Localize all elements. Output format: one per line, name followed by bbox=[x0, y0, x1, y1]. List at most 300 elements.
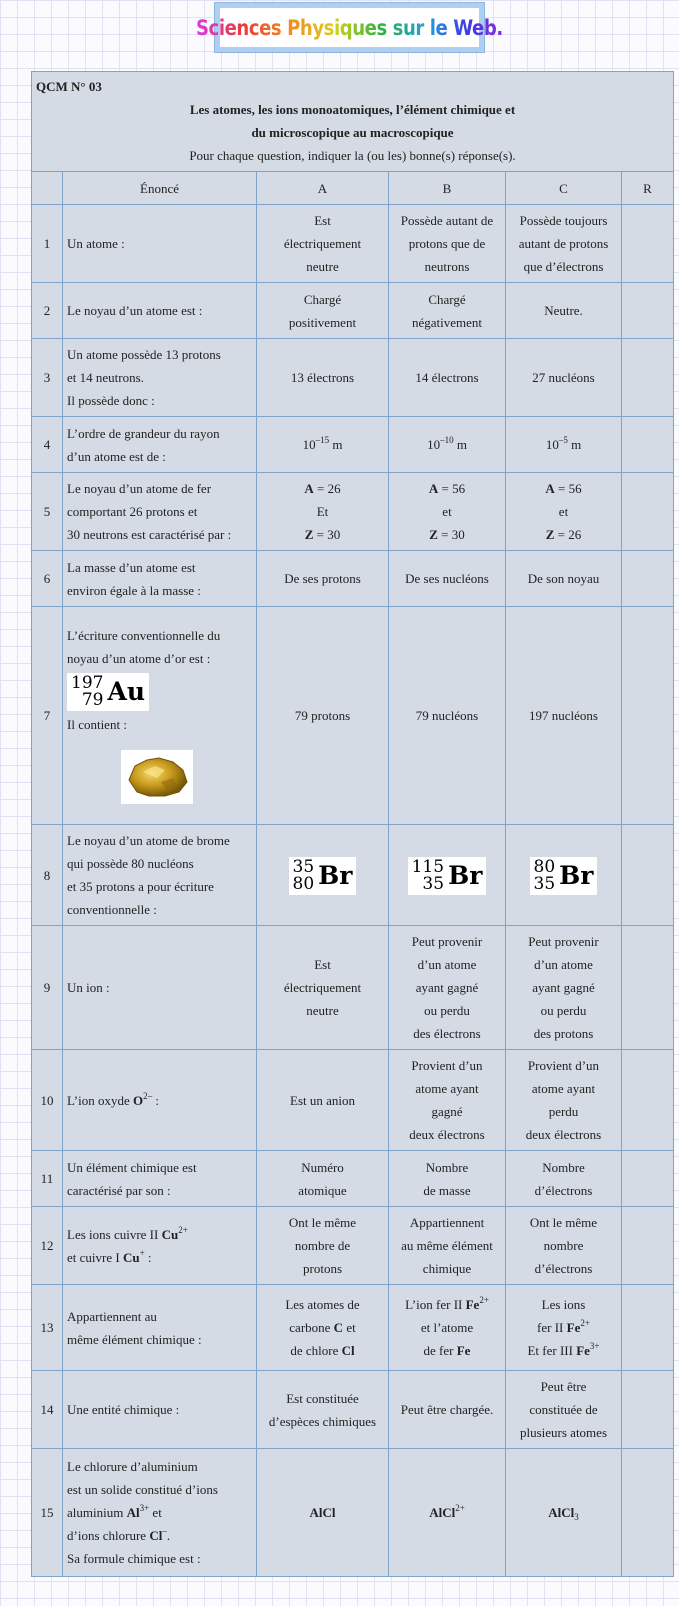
qcm-title-line1: Les atomes, les ions monoatomiques, l’élément chimique et bbox=[189, 102, 516, 117]
answer-c[interactable] bbox=[506, 417, 622, 473]
answer-line: protons bbox=[303, 1261, 342, 1276]
answer-line bbox=[393, 477, 501, 500]
answer-line: nombre bbox=[543, 1238, 584, 1253]
mass-number-symbol: A bbox=[545, 481, 555, 496]
answer-c[interactable]: De son noyau bbox=[506, 551, 622, 607]
site-title: Sciences Physiques sur le Web. bbox=[196, 15, 503, 40]
stem-line: Il possède donc : bbox=[67, 393, 155, 408]
answer-text: L’ion fer II bbox=[405, 1297, 466, 1312]
formula: Cl bbox=[341, 1343, 355, 1358]
question-row-10 bbox=[32, 1050, 674, 1151]
atomic-number-symbol: Z bbox=[429, 527, 438, 542]
answer-line: d’espèces chimiques bbox=[268, 1413, 377, 1429]
charge: 2+ bbox=[178, 1224, 188, 1235]
question-stem bbox=[63, 1449, 257, 1577]
stem-line: La masse d’un atome est bbox=[67, 559, 196, 575]
top-number: 115 bbox=[411, 856, 445, 877]
answer-a[interactable]: De ses protons bbox=[257, 551, 389, 607]
stem-line: 30 neutrons est caractérisé par : bbox=[67, 527, 232, 542]
power-base: 10 bbox=[545, 437, 559, 452]
question-number: 2 bbox=[32, 283, 63, 339]
atomic-number-value: = 30 bbox=[437, 527, 465, 542]
nuclide-image bbox=[530, 857, 598, 895]
answer-line: Peut provenir bbox=[411, 934, 483, 949]
formula: O bbox=[132, 1092, 144, 1108]
formula: Al bbox=[126, 1505, 140, 1520]
question-number: 5 bbox=[32, 473, 63, 551]
site-banner-inner bbox=[196, 8, 503, 47]
answer-a[interactable] bbox=[257, 417, 389, 473]
answer-line: chimique bbox=[422, 1261, 472, 1276]
answer-line: d’électrons bbox=[534, 1261, 593, 1276]
answer-line: et bbox=[558, 504, 569, 519]
answer-line: positivement bbox=[288, 314, 357, 330]
answer-b[interactable] bbox=[389, 926, 506, 1050]
answer-a[interactable] bbox=[257, 1151, 389, 1207]
question-number: 1 bbox=[32, 205, 63, 283]
bottom-number: 80 bbox=[292, 873, 315, 894]
answer-line: Provient d’un bbox=[527, 1058, 600, 1073]
answer-a[interactable]: 79 protons bbox=[257, 607, 389, 825]
column-header-row bbox=[32, 172, 674, 205]
response-cell[interactable] bbox=[622, 1050, 674, 1151]
nuclide-numbers bbox=[71, 672, 104, 710]
answer-line: Chargé bbox=[428, 291, 466, 307]
formula: Fe bbox=[465, 1297, 480, 1312]
bottom-number: 35 bbox=[533, 873, 556, 894]
answer-a[interactable] bbox=[257, 825, 389, 926]
answer-line: gagné bbox=[431, 1104, 463, 1119]
response-cell[interactable] bbox=[622, 1371, 674, 1449]
charge: 2+ bbox=[580, 1318, 590, 1328]
answer-text: et bbox=[343, 1320, 356, 1335]
answer-line: Numéro bbox=[301, 1159, 344, 1175]
gold-nuclide-notation bbox=[67, 672, 252, 711]
formula: Fe bbox=[456, 1343, 471, 1358]
column-header-c: C bbox=[506, 172, 622, 205]
answer-line: d’un atome bbox=[534, 957, 593, 972]
answer-c[interactable]: 197 nucléons bbox=[506, 607, 622, 825]
answer-line: des protons bbox=[533, 1026, 594, 1041]
answer-line: autant de protons bbox=[518, 236, 609, 251]
answer-line: Provient d’un bbox=[411, 1058, 483, 1073]
top-number: 80 bbox=[533, 856, 556, 877]
answer-line: et l’atome bbox=[420, 1320, 474, 1335]
answer-a[interactable] bbox=[257, 1285, 389, 1371]
answer-c[interactable] bbox=[506, 1449, 622, 1577]
nuclide-image bbox=[67, 673, 149, 711]
answer-b[interactable] bbox=[389, 1285, 506, 1371]
nuclide-numbers bbox=[292, 856, 315, 894]
answer-b[interactable] bbox=[389, 473, 506, 551]
question-number: 8 bbox=[32, 825, 63, 926]
element-symbol: Br bbox=[559, 860, 594, 890]
question-row-13 bbox=[32, 1285, 674, 1371]
answer-c[interactable] bbox=[506, 1207, 622, 1285]
question-number: 3 bbox=[32, 339, 63, 417]
stem-line: caractérisé par son : bbox=[67, 1182, 171, 1198]
mass-number-value: = 56 bbox=[554, 481, 582, 496]
response-cell[interactable] bbox=[622, 339, 674, 417]
question-stem bbox=[63, 1050, 257, 1151]
question-row-11 bbox=[32, 1151, 674, 1207]
answer-a[interactable] bbox=[257, 1371, 389, 1449]
answer-b[interactable] bbox=[389, 1050, 506, 1151]
question-row-3 bbox=[32, 339, 674, 417]
answer-line: neutrons bbox=[424, 259, 470, 274]
answer-text: carbone bbox=[289, 1320, 334, 1335]
answer-line: Les atomes de bbox=[285, 1297, 360, 1312]
answer-b[interactable]: Peut être chargée. bbox=[389, 1371, 506, 1449]
answer-line: ayant gagné bbox=[532, 980, 595, 995]
response-cell[interactable] bbox=[622, 205, 674, 283]
question-row-1 bbox=[32, 205, 674, 283]
response-cell[interactable] bbox=[622, 551, 674, 607]
answer-line bbox=[510, 523, 617, 546]
answer-line: Ont le même bbox=[288, 1215, 357, 1230]
answer-b[interactable]: 14 électrons bbox=[389, 339, 506, 417]
question-number: 10 bbox=[32, 1050, 63, 1151]
answer-c[interactable] bbox=[506, 926, 622, 1050]
answer-line bbox=[393, 523, 501, 546]
stem-line: qui possède 80 nucléons bbox=[67, 856, 194, 871]
answer-c[interactable] bbox=[506, 283, 622, 339]
response-cell[interactable] bbox=[622, 1449, 674, 1577]
stem-line: et 14 neutrons. bbox=[67, 370, 144, 385]
question-number: 9 bbox=[32, 926, 63, 1050]
qcm-number: QCM N° 03 bbox=[36, 79, 102, 94]
response-cell[interactable] bbox=[622, 417, 674, 473]
answer-line: Est bbox=[314, 957, 331, 972]
element-symbol: Br bbox=[318, 860, 353, 890]
question-row-12 bbox=[32, 1207, 674, 1285]
question-row-4 bbox=[32, 417, 674, 473]
stem-line: Un atome possède 13 protons bbox=[67, 347, 221, 362]
question-stem bbox=[63, 1285, 257, 1371]
answer-text: de chlore bbox=[290, 1343, 342, 1358]
answer-text: fer II bbox=[537, 1320, 567, 1335]
unit: m bbox=[567, 437, 582, 452]
answer-line bbox=[261, 1316, 384, 1339]
answer-line: Possède autant de bbox=[400, 213, 494, 228]
answer-line: Ont le même bbox=[529, 1215, 598, 1230]
answer-line: d’électrons bbox=[534, 1182, 593, 1198]
answer-line: électriquement bbox=[283, 236, 362, 251]
answer-c[interactable] bbox=[506, 473, 622, 551]
response-cell[interactable] bbox=[622, 1285, 674, 1371]
answer-line: neutre bbox=[306, 259, 339, 274]
gold-nugget-image bbox=[121, 750, 193, 804]
charge: 2– bbox=[143, 1090, 153, 1101]
nuclide-numbers bbox=[533, 856, 556, 894]
stem-line: L’ordre de grandeur du rayon bbox=[67, 425, 220, 441]
column-header-b: B bbox=[389, 172, 506, 205]
answer-c[interactable] bbox=[506, 1371, 622, 1449]
power-exponent: –15 bbox=[315, 435, 330, 445]
answer-b[interactable]: 79 nucléons bbox=[389, 607, 506, 825]
charge: 2+ bbox=[479, 1295, 489, 1305]
charge: – bbox=[162, 1526, 167, 1536]
stem-line: même élément chimique : bbox=[67, 1331, 202, 1347]
mass-number-value: = 56 bbox=[438, 481, 466, 496]
answer-line: Est bbox=[314, 213, 331, 228]
formula: Fe bbox=[576, 1343, 590, 1358]
answer-line bbox=[510, 477, 617, 500]
atomic-number-symbol: Z bbox=[304, 527, 314, 542]
question-number: 7 bbox=[32, 607, 63, 825]
stem-line bbox=[67, 1223, 252, 1246]
answer-a[interactable] bbox=[257, 926, 389, 1050]
stem-line: Le noyau d’un atome de fer bbox=[67, 481, 212, 496]
answer-line: Nombre bbox=[425, 1159, 469, 1175]
question-number: 15 bbox=[32, 1449, 63, 1577]
answer-c[interactable] bbox=[506, 1151, 622, 1207]
formula: Cu bbox=[161, 1226, 179, 1242]
answer-line: négativement bbox=[411, 314, 483, 330]
answer-b[interactable] bbox=[389, 1449, 506, 1577]
response-cell[interactable] bbox=[622, 473, 674, 551]
stem-line: Le chlorure d’aluminium bbox=[67, 1459, 198, 1474]
unit: m bbox=[453, 437, 467, 452]
answer-line: Les ions bbox=[541, 1297, 586, 1312]
question-stem bbox=[63, 825, 257, 926]
element-symbol: Au bbox=[107, 676, 146, 706]
answer-line: d’un atome bbox=[417, 957, 477, 972]
answer-c[interactable] bbox=[506, 1050, 622, 1151]
column-header-r: R bbox=[622, 172, 674, 205]
stem-text: : bbox=[152, 1092, 159, 1108]
mass-number-symbol: A bbox=[304, 481, 314, 496]
formula: AlCl bbox=[309, 1505, 336, 1520]
column-header-enonce: Énoncé bbox=[63, 172, 257, 205]
question-row-9 bbox=[32, 926, 674, 1050]
answer-text: de fer bbox=[423, 1343, 457, 1358]
answer-line bbox=[510, 1316, 617, 1339]
power-exponent: –5 bbox=[558, 435, 568, 445]
answer-b[interactable] bbox=[389, 205, 506, 283]
column-header-a: A bbox=[257, 172, 389, 205]
subscript: 3 bbox=[574, 1512, 579, 1522]
stem-line bbox=[67, 1524, 252, 1547]
question-number: 12 bbox=[32, 1207, 63, 1285]
stem-text: : bbox=[144, 1249, 152, 1265]
question-stem bbox=[63, 551, 257, 607]
stem-text: . bbox=[166, 1528, 171, 1543]
question-stem bbox=[63, 607, 257, 825]
question-stem bbox=[63, 339, 257, 417]
answer-line bbox=[261, 477, 384, 500]
answer-b[interactable] bbox=[389, 1151, 506, 1207]
formula: AlCl bbox=[429, 1505, 456, 1520]
nuclide-image bbox=[408, 857, 487, 895]
question-stem: Une entité chimique : bbox=[63, 1371, 257, 1449]
stem-line: Le noyau d’un atome de brome bbox=[67, 833, 230, 848]
charge: 2+ bbox=[455, 1503, 465, 1513]
mass-number-symbol: A bbox=[428, 481, 439, 496]
question-number: 6 bbox=[32, 551, 63, 607]
stem-line: environ égale à la masse : bbox=[67, 582, 201, 598]
stem-line: L’écriture conventionnelle du bbox=[67, 627, 221, 643]
question-stem bbox=[63, 1151, 257, 1207]
answer-line: atomique bbox=[298, 1182, 347, 1198]
answer-line: Neutre. bbox=[544, 303, 583, 318]
answer-a[interactable] bbox=[257, 283, 389, 339]
stem-line: Un élément chimique est bbox=[67, 1159, 197, 1175]
question-row-8 bbox=[32, 825, 674, 926]
answer-a[interactable] bbox=[257, 1207, 389, 1285]
answer-line: atome ayant bbox=[531, 1081, 596, 1096]
answer-line: neutre bbox=[306, 1003, 339, 1018]
gold-nugget-graphic bbox=[121, 750, 193, 804]
answer-b[interactable] bbox=[389, 283, 506, 339]
response-cell[interactable] bbox=[622, 926, 674, 1050]
stem-line: et 35 protons a pour écriture bbox=[67, 879, 214, 894]
answer-b[interactable]: De ses nucléons bbox=[389, 551, 506, 607]
answer-line bbox=[261, 523, 384, 546]
atomic-number-value: = 26 bbox=[554, 527, 582, 542]
question-stem bbox=[63, 417, 257, 473]
stem-line: d’un atome est de : bbox=[67, 448, 166, 464]
answer-line: atome ayant bbox=[415, 1081, 479, 1096]
unit: m bbox=[329, 437, 343, 452]
stem-line: Sa formule chimique est : bbox=[67, 1551, 201, 1566]
question-row-5 bbox=[32, 473, 674, 551]
stem-line: comportant 26 protons et bbox=[67, 504, 198, 519]
answer-a[interactable] bbox=[257, 473, 389, 551]
answer-line: et bbox=[442, 504, 452, 519]
answer-line: Est constituée bbox=[286, 1390, 359, 1406]
question-stem: Un ion : bbox=[63, 926, 257, 1050]
mass-number: 197 bbox=[71, 672, 104, 693]
stem-text: d’ions chlorure bbox=[67, 1528, 150, 1543]
qcm-instruction: Pour chaque question, indiquer la (ou les) bonne(s) réponse(s). bbox=[189, 148, 516, 163]
charge: 3+ bbox=[589, 1341, 600, 1351]
power-base: 10 bbox=[302, 437, 316, 452]
atomic-number-value: = 30 bbox=[313, 527, 341, 542]
power-base: 10 bbox=[427, 437, 441, 452]
question-number: 14 bbox=[32, 1371, 63, 1449]
question-number: 13 bbox=[32, 1285, 63, 1371]
answer-b[interactable] bbox=[389, 1207, 506, 1285]
question-stem: Le noyau d’un atome est : bbox=[63, 283, 257, 339]
qcm-header bbox=[32, 72, 674, 172]
response-cell[interactable] bbox=[622, 1207, 674, 1285]
stem-text: L’ion oxyde bbox=[67, 1092, 133, 1108]
answer-line: Nombre bbox=[542, 1159, 585, 1175]
answer-line: des électrons bbox=[413, 1026, 481, 1041]
answer-text: Et fer III bbox=[527, 1343, 577, 1358]
answer-line bbox=[393, 1339, 501, 1362]
question-row-7 bbox=[32, 607, 674, 825]
nuclide-image bbox=[289, 857, 357, 895]
formula: AlCl bbox=[548, 1505, 575, 1520]
stem-text: et cuivre I bbox=[67, 1249, 123, 1265]
question-number: 4 bbox=[32, 417, 63, 473]
question-row-2 bbox=[32, 283, 674, 339]
stem-text: Les ions cuivre II bbox=[67, 1226, 162, 1242]
answer-c[interactable] bbox=[506, 825, 622, 926]
question-stem bbox=[63, 1207, 257, 1285]
answer-line bbox=[393, 1293, 501, 1316]
formula: C bbox=[333, 1320, 344, 1335]
question-stem: Un atome : bbox=[63, 205, 257, 283]
answer-b[interactable] bbox=[389, 825, 506, 926]
header-row bbox=[32, 72, 674, 172]
nuclide-numbers bbox=[411, 856, 445, 894]
answer-line: de masse bbox=[423, 1182, 471, 1198]
response-cell[interactable] bbox=[622, 607, 674, 825]
site-banner[interactable] bbox=[196, 2, 503, 53]
answer-line: Possède toujours bbox=[519, 213, 608, 228]
answer-b[interactable] bbox=[389, 417, 506, 473]
question-row-6 bbox=[32, 551, 674, 607]
answer-line: électriquement bbox=[283, 980, 362, 995]
answer-line: Chargé bbox=[303, 291, 342, 307]
stem-line: noyau d’un atome d’or est : bbox=[67, 650, 211, 666]
response-cell[interactable] bbox=[622, 1151, 674, 1207]
element-symbol: Br bbox=[448, 860, 483, 890]
question-stem bbox=[63, 473, 257, 551]
answer-c[interactable]: 27 nucléons bbox=[506, 339, 622, 417]
answer-line: perdu bbox=[548, 1104, 579, 1119]
stem-line bbox=[67, 1501, 252, 1524]
answer-c[interactable] bbox=[506, 205, 622, 283]
answer-a[interactable] bbox=[257, 1449, 389, 1577]
stem-text: et bbox=[149, 1505, 162, 1520]
answer-line: Peut être bbox=[540, 1379, 587, 1394]
atomic-number: 79 bbox=[81, 689, 104, 710]
top-number: 35 bbox=[292, 856, 315, 877]
column-header-num bbox=[32, 172, 63, 205]
question-row-14 bbox=[32, 1371, 674, 1449]
answer-c[interactable] bbox=[506, 1285, 622, 1371]
stem-line: Il contient : bbox=[67, 716, 127, 732]
question-row-15 bbox=[32, 1449, 674, 1577]
formula: Cl bbox=[149, 1528, 163, 1543]
response-cell[interactable] bbox=[622, 825, 674, 926]
answer-line bbox=[510, 1339, 617, 1362]
answer-line: que d’électrons bbox=[523, 259, 604, 274]
answer-a[interactable]: Est un anion bbox=[257, 1050, 389, 1151]
answer-line: Et bbox=[316, 504, 329, 519]
stem-text: aluminium bbox=[67, 1505, 127, 1520]
answer-line: plusieurs atomes bbox=[519, 1425, 607, 1440]
answer-a[interactable]: 13 électrons bbox=[257, 339, 389, 417]
stem-line: Appartiennent au bbox=[67, 1308, 157, 1324]
bottom-number: 35 bbox=[422, 873, 445, 894]
question-number: 11 bbox=[32, 1151, 63, 1207]
answer-line: protons que de bbox=[408, 236, 486, 251]
answer-line: ayant gagné bbox=[415, 980, 479, 995]
answer-a[interactable] bbox=[257, 205, 389, 283]
formula: Cu bbox=[122, 1249, 140, 1265]
answer-line: deux électrons bbox=[525, 1127, 602, 1142]
stem-line bbox=[67, 1246, 252, 1269]
formula: Fe bbox=[566, 1320, 581, 1335]
answer-line: deux électrons bbox=[409, 1127, 485, 1142]
answer-line bbox=[261, 1339, 384, 1362]
response-cell[interactable] bbox=[622, 283, 674, 339]
mass-number-value: = 26 bbox=[313, 481, 341, 496]
answer-line: nombre de bbox=[294, 1238, 351, 1253]
answer-line: constituée de bbox=[529, 1402, 598, 1417]
atomic-number-symbol: Z bbox=[545, 527, 555, 542]
charge: 3+ bbox=[139, 1503, 150, 1513]
answer-line: Peut provenir bbox=[528, 934, 599, 949]
stem-line: conventionnelle : bbox=[67, 902, 157, 917]
answer-line: au même élément bbox=[401, 1238, 493, 1253]
qcm-title-line2: du microscopique au macroscopique bbox=[251, 125, 454, 140]
